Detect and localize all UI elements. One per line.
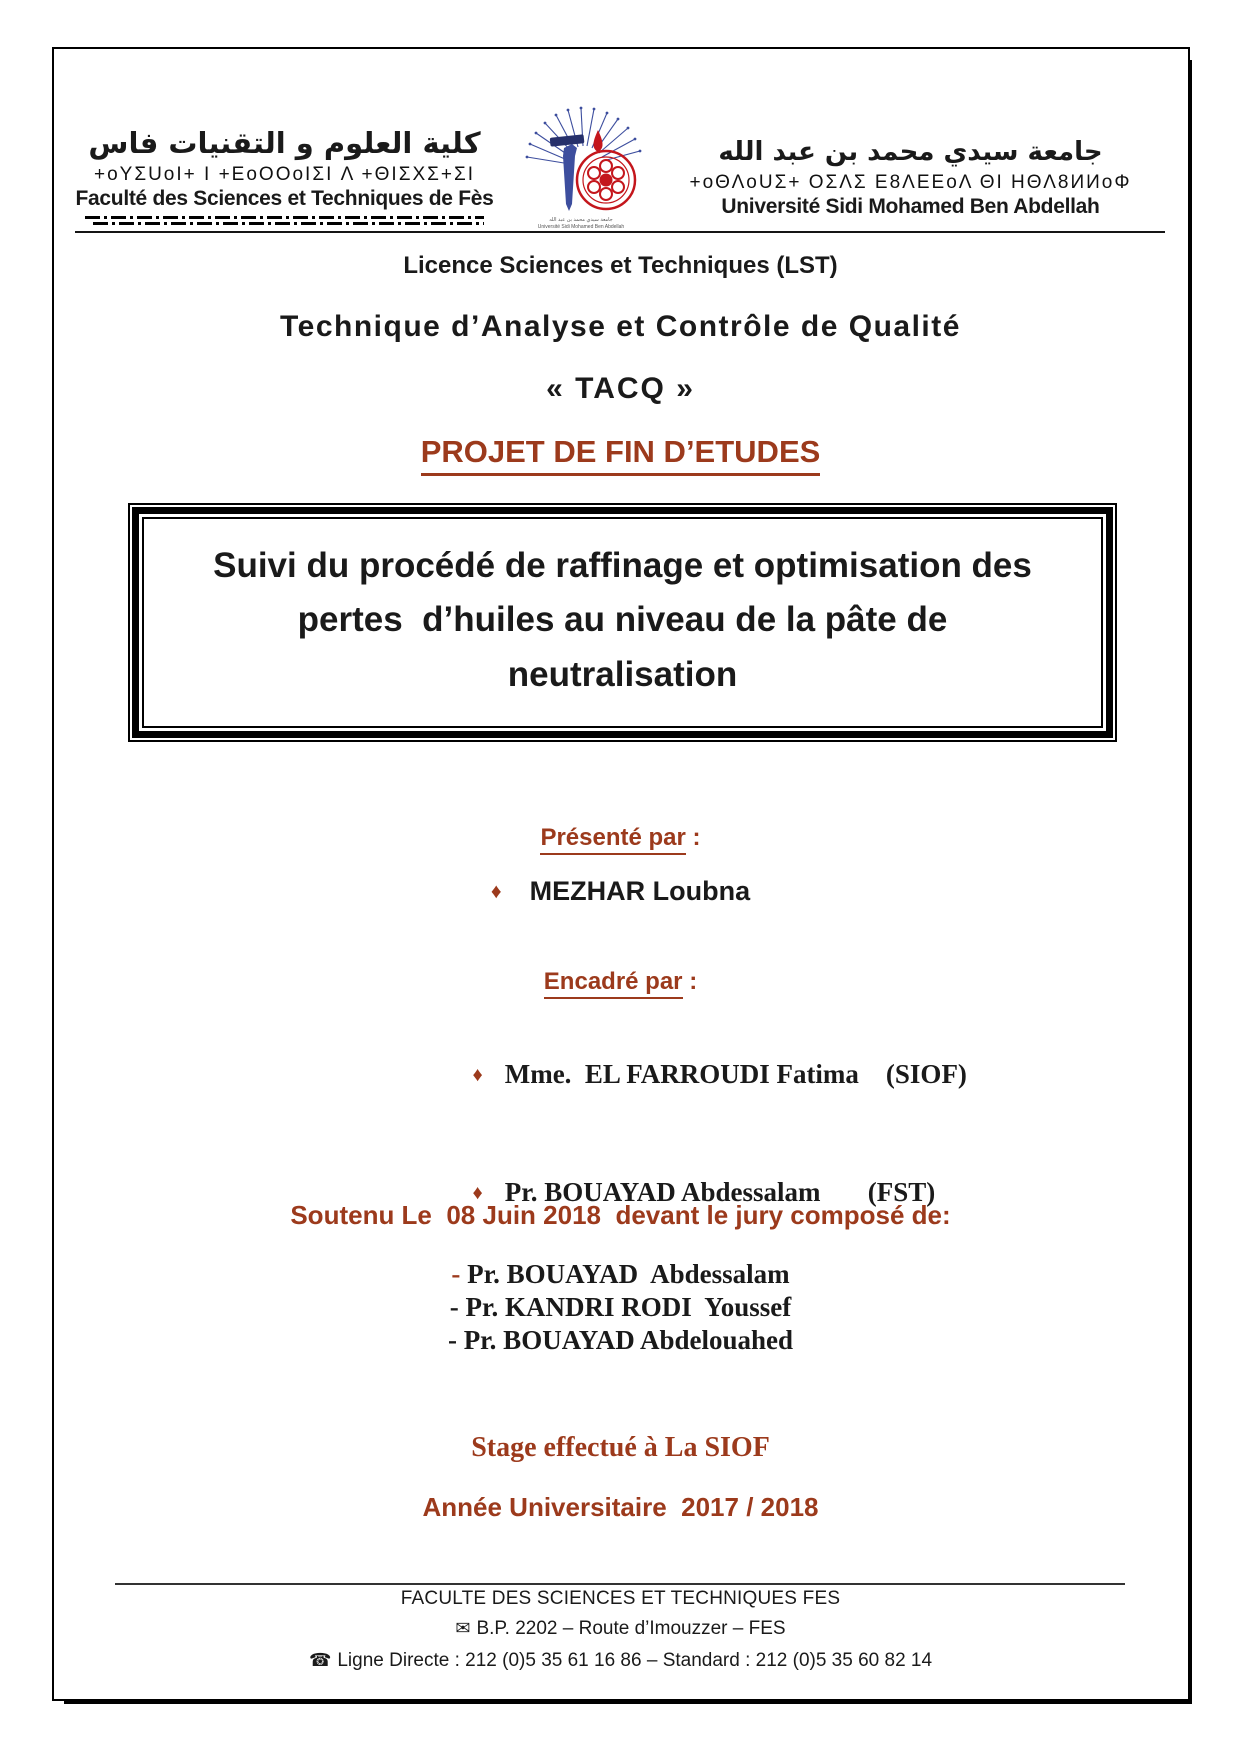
faculty-name-french: Faculté des Sciences et Techniques de Fès [75, 186, 494, 210]
university-name-arabic: جامعة سيدي محمد بن عبد الله [718, 137, 1103, 167]
specialty-acronym: « TACQ » [546, 372, 695, 405]
diamond-bullet-icon: ♦ [490, 880, 502, 903]
header-divider-line [75, 231, 1165, 233]
supervisor-row [432, 1133, 967, 1250]
jury-member-row [0, 1258, 1241, 1291]
jury-member-name: Pr. BOUAYAD Abdelouahed [463, 1325, 794, 1356]
footer-divider-line [115, 1583, 1125, 1585]
footer-phone-numbers: Ligne Directe : 212 (0)5 35 61 16 86 – Standard : 212 (0)5 35 60 82 14 [337, 1650, 933, 1671]
faculty-header-block [72, 126, 497, 225]
university-name-french: Université Sidi Mohamed Ben Abdellah [721, 194, 1100, 218]
logo-caption [506, 217, 656, 230]
jury-member-name: Pr. KANDRI RODI Youssef [465, 1292, 792, 1323]
logo-caption-latin: Université Sidi Mohamed Ben Abdellah [537, 223, 625, 230]
specialty-title: Technique d’Analyse et Contrôle de Qualité [280, 310, 961, 343]
supervisor-row [432, 1016, 967, 1133]
logo-caption-arabic: جامعة سيدي محمد بن عبد الله [549, 217, 613, 223]
diamond-bullet-icon: ♦ [472, 1064, 483, 1087]
university-emblem-icon [506, 94, 656, 214]
footer-address: B.P. 2202 – Route d’Imouzzer – FES [476, 1618, 786, 1639]
report-type-title [0, 434, 1241, 476]
mail-icon: ✉ [455, 1618, 471, 1638]
subject-box-inner-border [142, 517, 1103, 728]
university-header-block [648, 136, 1173, 219]
footer-faculty-name: FACULTE DES SCIENCES ET TECHNIQUES FES [400, 1588, 841, 1609]
presented-by-heading [0, 824, 1241, 852]
program-title: Licence Sciences et Techniques (LST) [403, 252, 838, 279]
jury-member-row [0, 1291, 1241, 1324]
subject-box-middle-border [132, 507, 1113, 738]
defense-intro: Soutenu Le 08 Juin 2018 devant le jury composé de: [290, 1200, 951, 1230]
subject-line-2: pertes d’huiles au niveau de la pâte de [297, 600, 948, 640]
internship-location: Stage effectué à La SIOF [471, 1432, 770, 1463]
faculty-name-tifinagh: +oYΣUoI+ I +ΕoOOoIΣI Λ +ΘIΣΧΣ+ΣI [94, 163, 475, 185]
academic-year: Année Universitaire 2017 / 2018 [422, 1492, 819, 1522]
supervised-by-label: Encadré par [544, 968, 683, 999]
jury-member-name: Pr. BOUAYAD Abdessalam [467, 1259, 790, 1289]
supervisor-name: Pr. BOUAYAD Abdessalam (FST) [504, 1176, 936, 1207]
jury-dash: - [451, 1259, 461, 1289]
subject-line-3: neutralisation [507, 654, 738, 694]
report-type-text: PROJET DE FIN D’ETUDES [421, 434, 821, 476]
supervised-by-heading [0, 968, 1241, 996]
jury-dash: - [449, 1292, 459, 1323]
footer-phone-row [0, 1650, 1241, 1672]
jury-member-row [0, 1324, 1241, 1357]
student-row [0, 876, 1241, 907]
footer-address-row [0, 1618, 1241, 1640]
presented-by-colon: : [685, 824, 701, 851]
jury-dash: - [447, 1325, 457, 1356]
supervisor-name: Mme. EL FARROUDI Fatima (SIOF) [504, 1059, 967, 1090]
phone-icon: ☎ [308, 1650, 332, 1670]
supervised-by-colon: : [682, 968, 698, 995]
jury-list [0, 1258, 1241, 1358]
university-logo [506, 94, 656, 230]
faculty-name-arabic: كلية العلوم و التقنيات فاس [88, 126, 481, 160]
dash-dot-divider [85, 216, 485, 225]
subject-title-box [128, 503, 1117, 742]
university-name-tifinagh: +oΘΛoUΣ+ OΣΛΣ Ε8ΛΕΕoΛ ΘΙ ΗΘΛ8ИИoΦ [689, 171, 1132, 193]
subject-line-1: Suivi du procédé de raffinage et optimisation des [213, 546, 1032, 585]
presented-by-label: Présenté par [540, 824, 685, 855]
student-name: MEZHAR Loubna [529, 876, 751, 906]
diamond-bullet-icon: ♦ [472, 1181, 483, 1204]
